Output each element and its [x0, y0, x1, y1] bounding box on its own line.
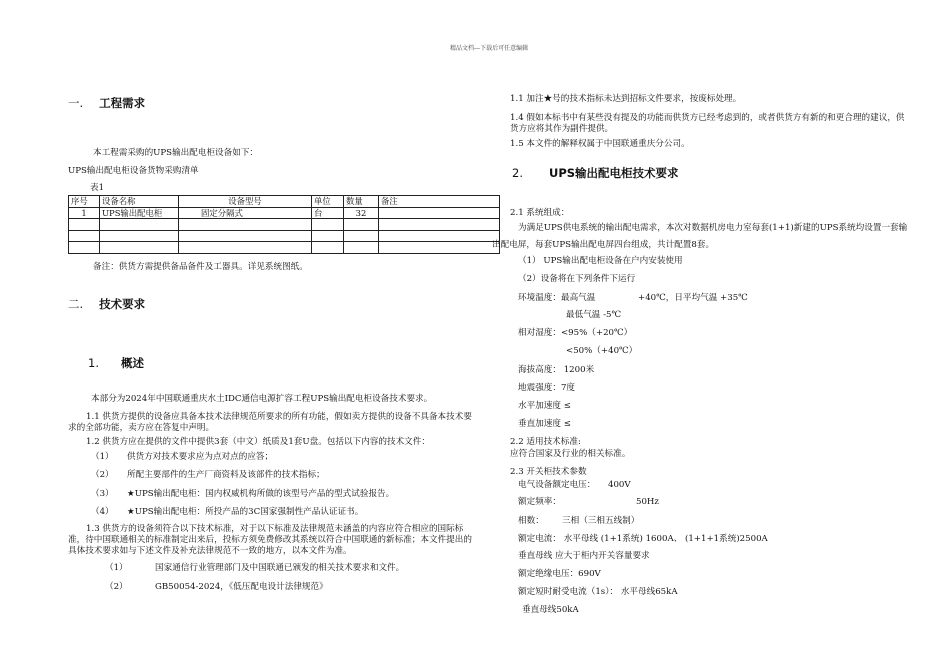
purchase-table — [68, 195, 500, 254]
clause-2-1-body: 为满足UPS供电系统的输出配电需求，本次对数据机房电力室每套(1+1)新建的UPS系统均设置一套输出配电屏，每套UPS输出配电屏四台组成，共计配置8套。 — [492, 223, 908, 250]
vertical-bus: 垂直母线 应大于柜内开关容量要求 — [518, 551, 650, 561]
table-cell — [312, 230, 344, 242]
section-number: 1. — [88, 356, 99, 370]
list-item-text: GB50054-2024，《低压配电设计法律规范》 — [155, 582, 328, 592]
section-title: 技术要求 — [99, 297, 146, 311]
section-number: 2. — [512, 166, 523, 180]
clause-1-2: 1.2 供货方应在提供的文件中提供3套（中文）纸质及1套U盘。包括以下内容的技术文件： — [86, 437, 430, 447]
intro-paragraph: 本工程需采购的UPS输出配电柜设备如下： — [93, 148, 259, 158]
table-header-cell: 备注 — [379, 196, 500, 208]
list-item-text: 供货方对技术要求应为点对点的应答； — [127, 452, 274, 462]
list-item — [105, 563, 404, 574]
table-cell: 台 — [312, 207, 344, 219]
table-cell — [344, 230, 379, 242]
table-cell — [100, 242, 179, 254]
seismic-intensity: 地震强度：7度 — [518, 383, 576, 393]
list-item-number: （4） — [91, 507, 114, 517]
clause-2-2: 2.2 适用技术标准: — [510, 437, 581, 447]
clause-1-3: 1.3 供货方的设备须符合以下技术标准，对于以下标准及法律规范未涵盖的内容应符合相应的国际标准，待中国联通相关的标准制定出来后，投标方须免费修改其系统以符合中国联通的新标准；本文件提出的具体技术要求如与下述文件及补充法律规范不一致的地方，以本文件为准。 — [68, 524, 472, 556]
list-item — [91, 470, 325, 481]
rated-voltage-value: 400V — [608, 480, 631, 490]
table-cell — [344, 219, 379, 231]
table-row — [69, 230, 500, 242]
table-cell — [379, 207, 500, 219]
table-cell — [379, 219, 500, 231]
table-header-cell: 设备型号 — [179, 196, 312, 208]
list-item-text: ★UPS输出配电柜：所投产品的3C国家强制性产品认证证书。 — [127, 507, 364, 517]
list-item-number: （1） — [91, 452, 114, 462]
clause-1-4: 1.4 假如本标书中有某些没有提及的功能而供货方已经考虑到的，或者供货方有新的和更合理的建议，供货方应将其作为副件提供。 — [510, 113, 905, 134]
list-item-text: 国家通信行业管理部门及中国联通已颁发的相关技术要求和文件。 — [155, 563, 405, 573]
page-header: 精品文档---下载后可任意编辑 — [450, 45, 529, 52]
altitude: 海拔高度： 1200米 — [518, 365, 595, 375]
table-row — [69, 219, 500, 231]
table-cell — [344, 242, 379, 254]
section-number: 一. — [68, 96, 84, 110]
list-item-text: ★UPS输出配电柜：国内权威机构所做的该型号产品的型式试验报告。 — [127, 489, 395, 499]
table-cell — [69, 219, 100, 231]
clause-2-2-body: 应符合国家及行业的相关标准。 — [510, 449, 631, 459]
clause-2-3: 2.3 开关柜技术参数 — [510, 467, 587, 477]
table-caption: 表1 — [90, 183, 105, 193]
table-cell — [312, 242, 344, 254]
table-cell — [179, 219, 312, 231]
env-item-1: （1） UPS输出配电柜设备在户内安装使用 — [518, 256, 683, 266]
list-item — [91, 507, 363, 518]
list-item — [105, 582, 328, 593]
list-item-number: （2） — [105, 582, 128, 592]
temperature-high: +40℃，日平均气温 +35℃ — [638, 293, 748, 303]
env-item-2: （2）设备将在下列条件下运行 — [518, 274, 636, 284]
table-cell — [100, 219, 179, 231]
vertical-acceleration: 垂直加速度 ≤ — [518, 419, 571, 429]
phases-label: 相数： — [518, 516, 544, 526]
table-cell — [379, 230, 500, 242]
table-cell — [312, 219, 344, 231]
table-row — [69, 242, 500, 254]
list-item-number: （3） — [91, 489, 114, 499]
table-cell — [69, 230, 100, 242]
horizontal-acceleration: 水平加速度 ≤ — [518, 401, 571, 411]
clause-1-5: 1.5 本文件的解释权属于中国联通重庆分公司。 — [510, 139, 690, 149]
table-cell — [179, 242, 312, 254]
table-header-cell: 单位 — [312, 196, 344, 208]
section-heading-overview — [88, 355, 144, 371]
list-item — [91, 452, 273, 463]
section-heading-ups-cabinet — [512, 165, 679, 181]
section-number: 二. — [68, 297, 84, 311]
clause-2-1: 2.1 系统组成： — [510, 208, 570, 218]
purchase-list-title: UPS输出配电柜设备货物采购清单 — [68, 166, 199, 176]
list-item-text: 所配主要部件的生产厂商资料及该部件的技术指标； — [127, 470, 325, 480]
table-cell: 32 — [344, 207, 379, 219]
short-time-withstand-current: 额定短时耐受电流（1s）： 水平母线65kA — [518, 587, 678, 597]
list-item — [91, 489, 394, 500]
list-item-number: （2） — [91, 470, 114, 480]
rated-frequency-value: 50Hz — [636, 497, 659, 507]
section-heading-engineering — [68, 95, 145, 111]
table-header-cell: 设备名称 — [100, 196, 179, 208]
overview-paragraph: 本部分为2024年中国联通重庆水土IDC通信电源扩容工程UPS输出配电柜设备技术要求。 — [91, 394, 433, 404]
section-title: 概述 — [120, 356, 144, 370]
table-cell — [179, 230, 312, 242]
section-heading-technical — [68, 296, 145, 312]
rated-insulation-voltage: 额定绝缘电压：690V — [518, 569, 601, 579]
clause-1-1: 1.1 供货方提供的设备应具备本技术法律规范所要求的所有功能，假如卖方提供的设备不具备本技术要求的全部功能，卖方应在答复中声明。 — [68, 412, 472, 433]
table-row — [69, 207, 500, 219]
table-header-cell: 序号 — [69, 196, 100, 208]
table-header-row — [69, 196, 500, 208]
table-cell: UPS输出配电柜 — [100, 207, 179, 219]
rated-frequency-label: 额定频率： — [518, 497, 561, 507]
rated-current: 额定电流： 水平母线 (1+1系统) 1600A、 (1+1+1系统)2500A — [518, 534, 768, 544]
table-cell — [69, 242, 100, 254]
table-note: 备注：供货方需提供备品备件及工器具。详见系统图纸。 — [93, 262, 308, 272]
rated-voltage-label: 电气设备额定电压： — [518, 480, 596, 490]
phases-value: 三相（三相五线制） — [562, 516, 640, 526]
section-title: 工程需求 — [99, 96, 146, 110]
temperature-low: 最低气温 -5℃ — [566, 310, 622, 320]
table-cell — [100, 230, 179, 242]
table-cell — [379, 242, 500, 254]
list-item-number: （1） — [105, 563, 128, 573]
table-cell: 1 — [69, 207, 100, 219]
table-header-cell: 数量 — [344, 196, 379, 208]
section-title: UPS输出配电柜技术要求 — [548, 166, 679, 180]
temperature-label: 环境温度：最高气温 — [518, 293, 596, 303]
humidity-line-2: <50%（+40℃） — [566, 346, 638, 356]
table-cell: 固定分隔式 — [179, 207, 312, 219]
humidity-line-1: 相对湿度：<95%（+20℃） — [518, 328, 633, 338]
clause-1-1-star: 1.1 加注★号的技术指标未达到招标文件要求，按废标处理。 — [510, 94, 742, 104]
vertical-bus-ka: 垂直母线50kA — [522, 605, 579, 615]
